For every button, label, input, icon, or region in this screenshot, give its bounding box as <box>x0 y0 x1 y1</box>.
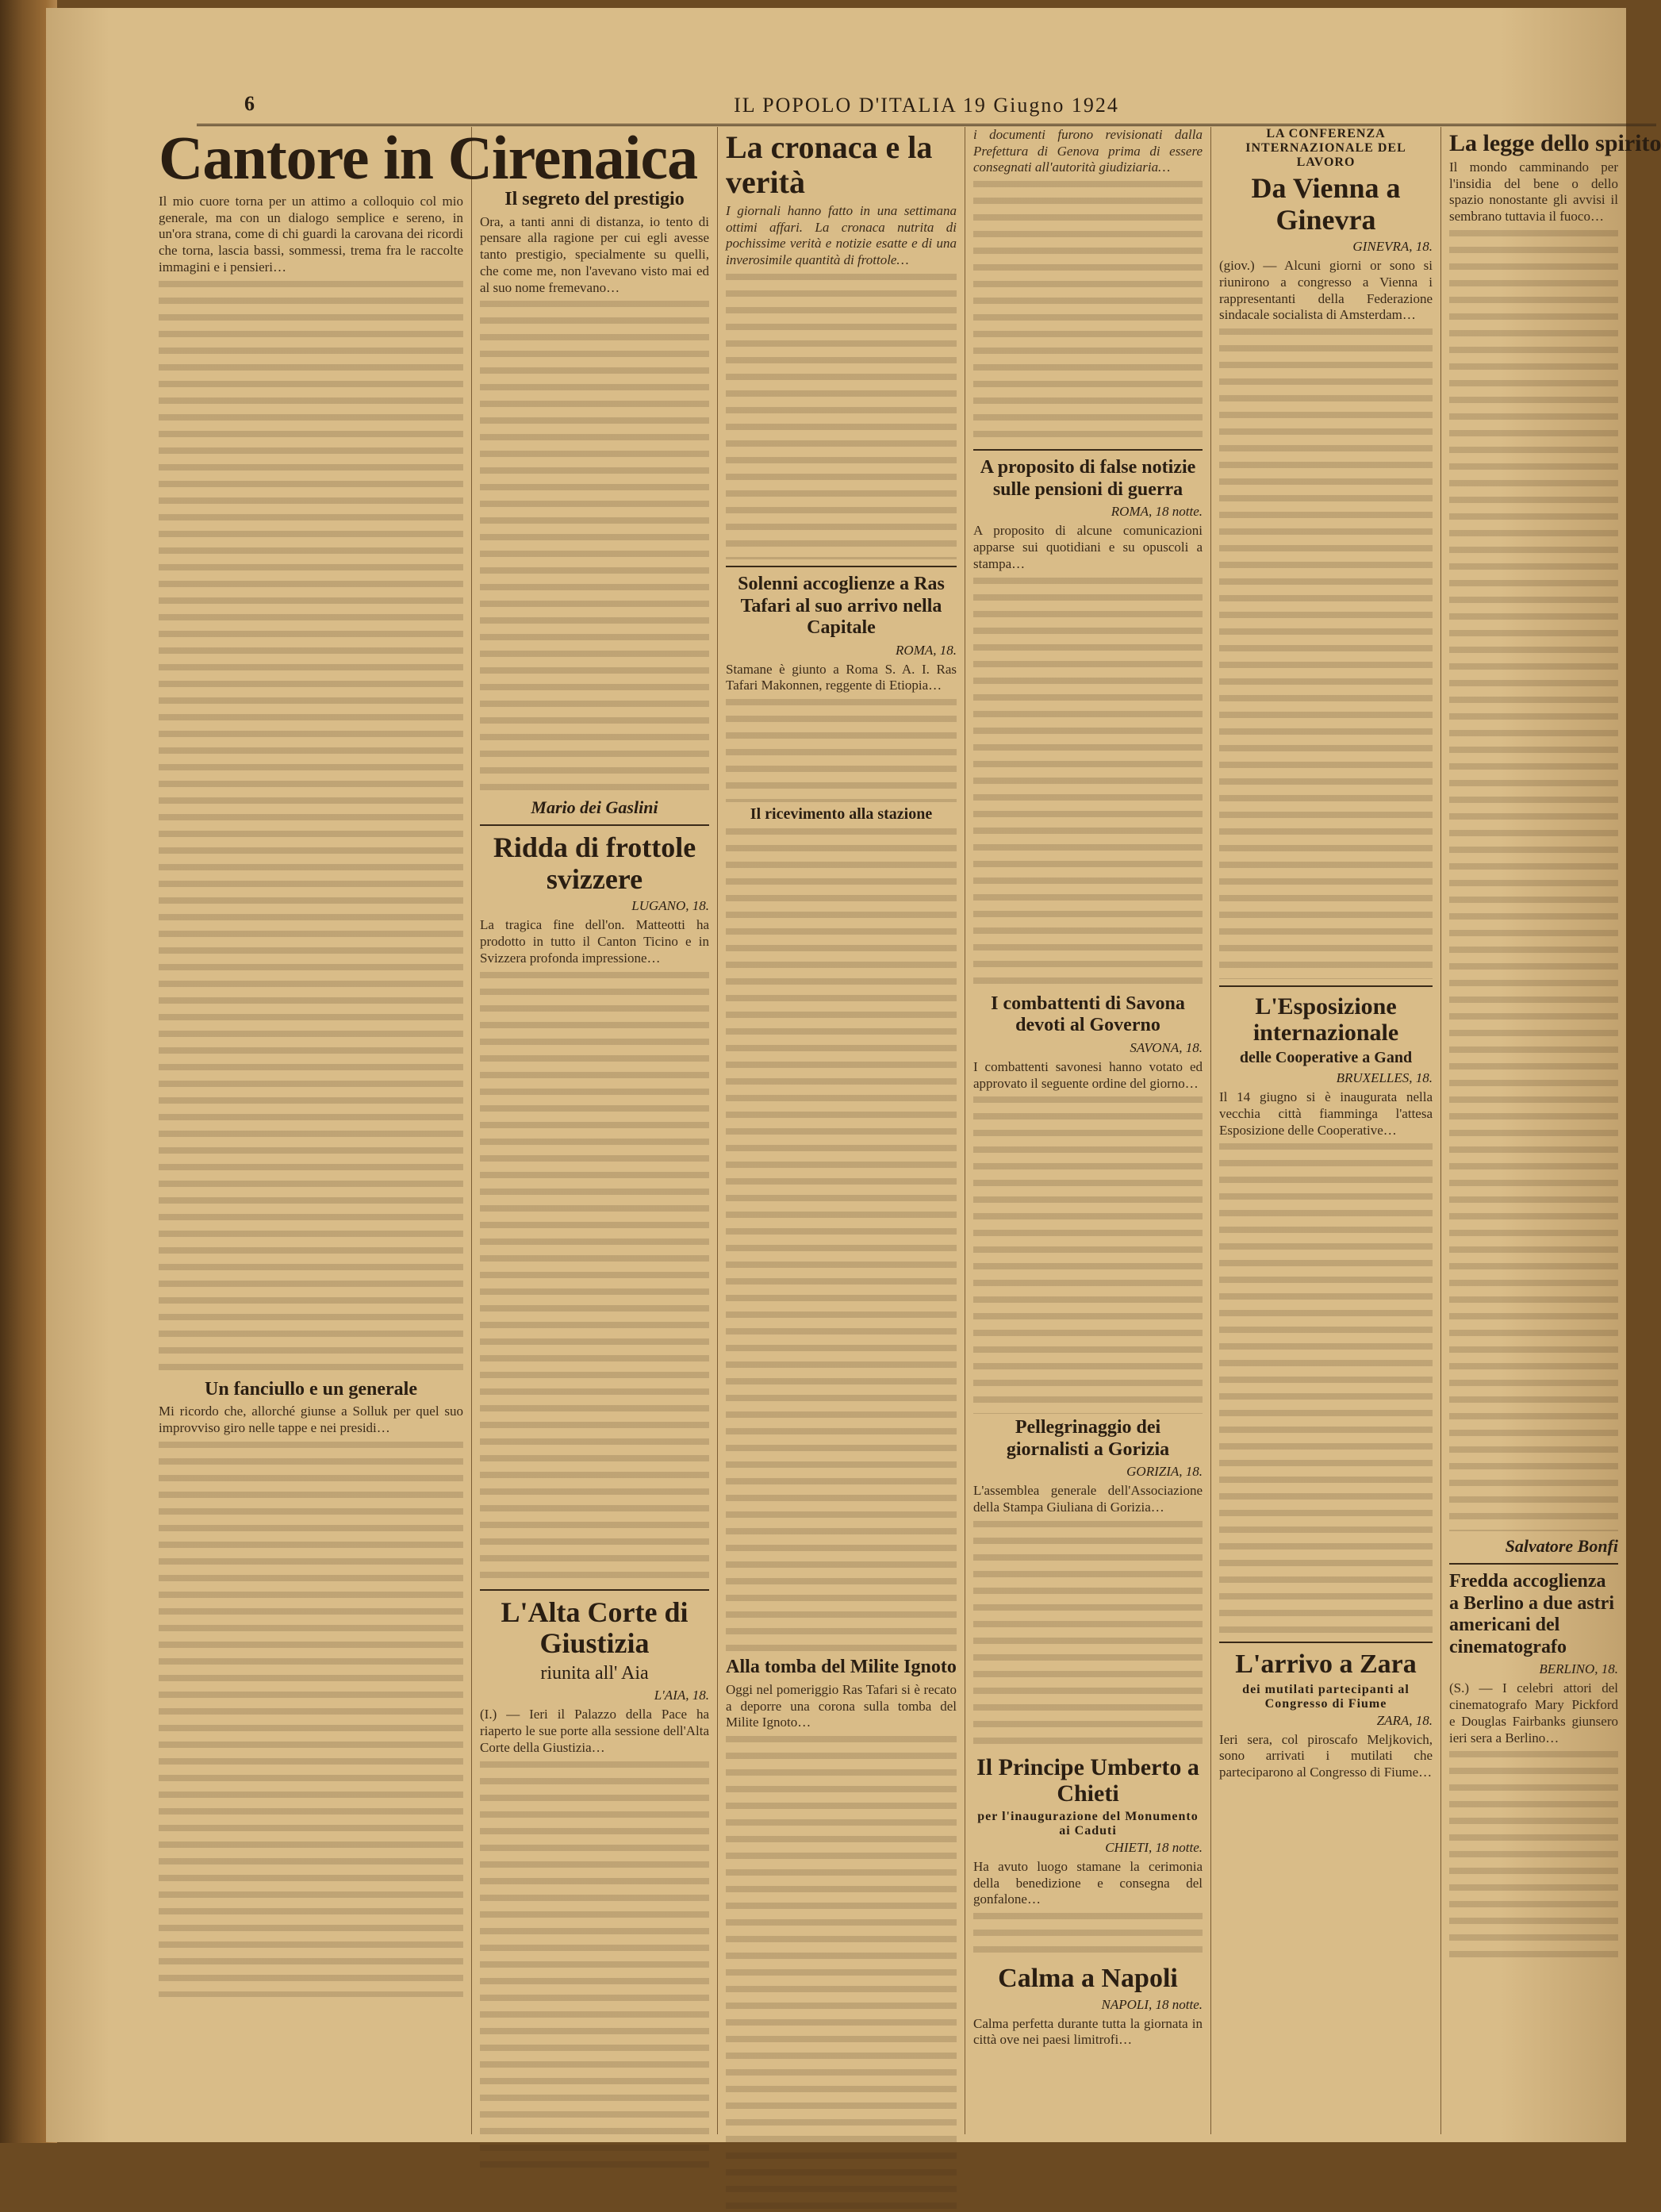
dateline-napoli: NAPOLI, 18 notte. <box>1101 1996 1203 2012</box>
article-savona-lines <box>973 1096 1203 1414</box>
article-cronaca-lines <box>726 274 957 559</box>
article-savona-body: I combattenti savonesi hanno votato ed approvato il seguente ordine del giorno… <box>973 1058 1203 1091</box>
article-ricevimento-lines <box>726 828 957 1653</box>
newspaper-page <box>46 8 1661 2142</box>
divider <box>480 1589 709 1591</box>
masthead: IL POPOLO D'ITALIA 19 Giugno 1924 <box>734 94 1119 117</box>
page-header <box>197 92 1656 126</box>
article-napoli-body: Calma perfetta durante tutta la giornata in città ove nei paesi limitrofi… <box>973 2015 1203 2048</box>
headline-vienna-ginevra: Da Vienna a Ginevra <box>1251 172 1401 236</box>
article-false-notizie-body: A proposito di alcune comunicazioni apparse sui quotidiani e su opuscoli a stampa… <box>973 523 1203 571</box>
article-alta-corte-lines <box>480 1761 709 2174</box>
headline-cantore: Cantore in Cirenaica <box>159 123 698 192</box>
headline-false-notizie: A proposito di false notizie sulle pensioni di guerra <box>980 457 1196 500</box>
headline-gorizia: Pellegrinaggio dei giornalisti a Gorizia <box>1006 1417 1170 1460</box>
article-legge-body: Il mondo camminando per l'insidia del bene o dello spazio nonostante gli avvisi il sembrano tuttavia il fuoco… <box>1449 159 1618 225</box>
subhead-monumento: per l'inaugurazione del Monumento ai Caduti <box>977 1809 1199 1838</box>
article-principe-body: Ha avuto luogo stamane la cerimonia della benedizione e consegna del gonfalone… <box>973 1858 1203 1907</box>
dateline-zara: ZARA, 18. <box>1376 1712 1433 1728</box>
article-false-notizie-lines <box>973 578 1203 990</box>
headline-alta-corte: L'Alta Corte di Giustizia <box>501 1596 689 1660</box>
dateline-savona: SAVONA, 18. <box>1130 1039 1203 1055</box>
column-3 <box>718 127 965 2134</box>
dateline-aia: L'AIA, 18. <box>654 1688 709 1703</box>
article-ridda-body: La tragica fine dell'on. Matteotti ha prodotto in tutto il Canton Ticino e in Svizzera profonda impressione… <box>480 917 709 966</box>
divider <box>1219 1642 1433 1643</box>
subhead-cooperative: delle Cooperative a Gand <box>1239 1049 1413 1067</box>
article-principe-lines <box>973 1913 1203 1960</box>
article-vienna-body: (giov.) — Alcuni giorni or sono si riunirono a congresso a Vienna i rappresentanti della Federazione sindacale socialista di Amsterdam… <box>1219 258 1433 323</box>
article-gorizia-lines <box>973 1521 1203 1751</box>
dateline-gorizia: GORIZIA, 18. <box>1126 1464 1203 1480</box>
article-berlino-body: (S.) — I celebri attori del cinematografo Mary Pickford e Douglas Fairbanks giunsero ieri sera a Berlino… <box>1449 1680 1618 1745</box>
headline-esposizione: L'Esposizione internazionale <box>1252 993 1399 1046</box>
article-ras-tafari-body: Stamane è giunto a Roma S. A. I. Ras Tafari Makonnen, reggente di Etiopia… <box>726 661 957 693</box>
kicker-conferenza: LA CONFERENZA INTERNAZIONALE DEL LAVORO <box>1245 127 1406 169</box>
article-cronaca-continued-lines <box>973 181 1203 443</box>
article-fanciullo-body: Mi ricordo che, allorché giunse a Solluk per quel suo improvviso giro nelle tappe e nei presidi… <box>159 1404 463 1435</box>
dateline-lugano: LUGANO, 18. <box>631 898 709 914</box>
divider <box>480 824 709 826</box>
article-milite-ignoto-body: Oggi nel pomeriggio Ras Tafari si è recato a deporre una corona sulla tomba del Milite Ignoto… <box>726 1681 957 1730</box>
dateline-roma: ROMA, 18. <box>896 642 957 658</box>
article-legge-lines <box>1449 230 1618 1531</box>
subhead-ricevimento: Il ricevimento alla stazione <box>750 805 933 824</box>
article-cantore-body-lines <box>159 281 463 1376</box>
article-cronaca-continued: i documenti furono revisionati dalla Prefettura di Genova prima di essere consegnati all'autorità giudiziaria… <box>973 127 1203 175</box>
headline-principe-umberto: Il Principe Umberto a Chieti <box>976 1753 1199 1807</box>
headline-cronaca: La cronaca e la verità <box>726 129 933 200</box>
divider <box>1449 1563 1618 1565</box>
article-segreto-body: Ora, a tanti anni di distanza, io tento di pensare alla ragione per cui egli avesse tanto prestigio, specialmente su quelli, che come me, non l'avevano visto mai ed al suo nome fremevano… <box>480 213 709 295</box>
headline-milite-ignoto: Alla tomba del Milite Ignoto <box>726 1657 957 1678</box>
article-berlino-lines <box>1449 1751 1618 1957</box>
headline-zara: L'arrivo a Zara <box>1235 1649 1417 1680</box>
headline-legge-spirito: La legge dello spirito <box>1449 130 1661 156</box>
dateline-berlino: BERLINO, 18. <box>1539 1661 1618 1677</box>
headline-ras-tafari: Solenni accoglienze a Ras Tafari al suo arrivo nella Capitale <box>738 573 945 639</box>
divider <box>1219 985 1433 987</box>
subhead-fanciullo: Un fanciullo e un generale <box>205 1378 417 1400</box>
dateline-bruxelles: BRUXELLES, 18. <box>1336 1070 1433 1086</box>
article-milite-ignoto-lines <box>726 1736 957 2212</box>
article-ridda-lines <box>480 972 709 1583</box>
article-esposizione-lines <box>1219 1143 1433 1635</box>
headline-napoli: Calma a Napoli <box>998 1964 1178 1994</box>
divider <box>726 566 957 567</box>
headline-savona: I combattenti di Savona devoti al Governo <box>991 993 1185 1036</box>
headline-berlino: Fredda accoglienza a Berlino a due astri americani del cinematografo <box>1449 1570 1614 1657</box>
article-ras-tafari-lines <box>726 699 957 802</box>
divider <box>973 449 1203 451</box>
column-5 <box>1211 127 1441 2134</box>
dateline-ginevra: GINEVRA, 18. <box>1352 239 1433 255</box>
headline-ridda: Ridda di frottole svizzere <box>493 831 696 895</box>
dateline-chieti: CHIETI, 18 notte. <box>1105 1839 1203 1855</box>
article-cantore-lead: Il mio cuore torna per un attimo a colloquio col mio generale, ma con un dialogo semplice e sereno, in un'ora strana, come di chi guardi la carovana dei ricordi che torna, lascia bassi, sommessi, trema fra le raccolte immagini e i pensieri… <box>159 194 463 275</box>
column-6 <box>1441 127 1661 2134</box>
article-gorizia-body: L'assemblea generale dell'Associazione della Stampa Giuliana di Gorizia… <box>973 1483 1203 1515</box>
article-esposizione-body: Il 14 giugno si è inaugurata nella vecchia città fiamminga l'attesa Esposizione delle Cooperative… <box>1219 1089 1433 1138</box>
article-zara-body: Ieri sera, col piroscafo Meljkovich, sono arrivati i mutilati che parteciparono al Congresso di Fiume… <box>1219 1731 1433 1780</box>
byline-gaslini: Mario dei Gaslini <box>531 797 658 818</box>
subhead-aia: riunita all' Aia <box>540 1662 649 1684</box>
article-segreto-lines <box>480 301 709 793</box>
headline-segreto: Il segreto del prestigio <box>504 189 685 209</box>
dateline-roma-notte: ROMA, 18 notte. <box>1111 504 1203 520</box>
page-number: 6 <box>244 92 255 115</box>
article-vienna-lines <box>1219 328 1433 979</box>
article-cronaca-body: I giornali hanno fatto in una settimana ottimi affari. La cronaca nutrita di pochissime verità e notizie esatte e di una inverosimile quantità di frottole… <box>726 203 957 268</box>
article-fanciullo-lines <box>159 1442 463 1997</box>
column-4 <box>965 127 1211 2134</box>
subhead-mutilati: dei mutilati partecipanti al Congresso di Fiume <box>1242 1682 1410 1711</box>
byline-bonfi: Salvatore Bonfi <box>1505 1535 1618 1556</box>
article-alta-corte-body: (I.) — Ieri il Palazzo della Pace ha riaperto le sue porte alla sessione dell'Alta Corte della Giustizia… <box>480 1707 709 1755</box>
column-2 <box>472 127 718 2134</box>
